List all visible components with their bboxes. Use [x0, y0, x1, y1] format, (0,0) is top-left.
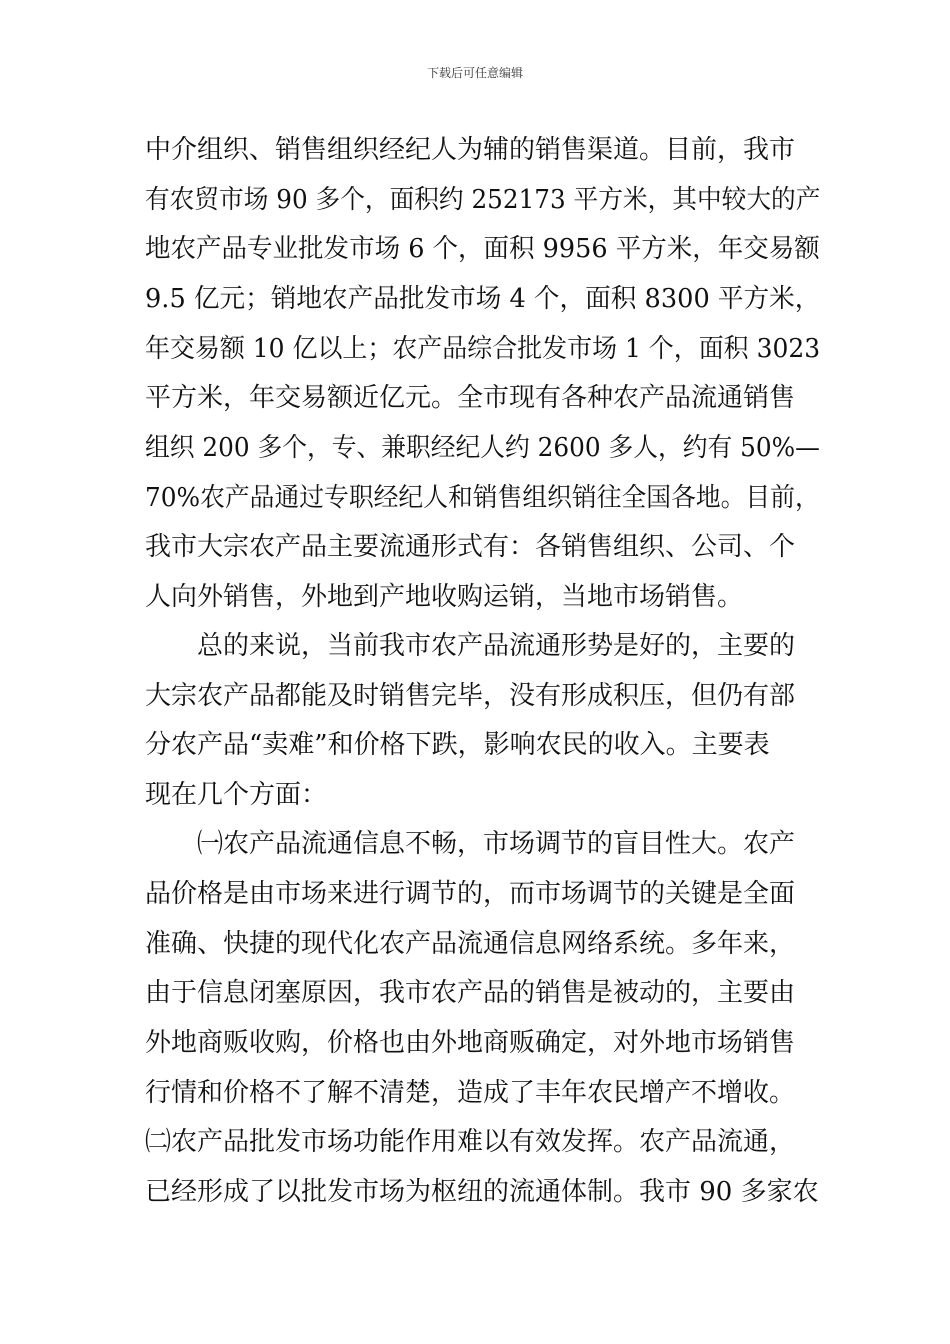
text-line: 年交易额 10 亿以上；农产品综合批发市场 1 个，面积 3023 — [145, 334, 821, 364]
text-line: 人向外销售，外地到产地收购运销，当地市场销售。 — [145, 582, 744, 612]
text-line: 中介组织、销售组织经纪人为辅的销售渠道。目前，我市 — [145, 135, 796, 165]
text-line: 组织 200 多个，专、兼职经纪人约 2600 多人，约有 50%— — [145, 433, 820, 463]
text-line: 分农产品“卖难”和价格下跌，影响农民的收入。主要表 — [145, 730, 770, 760]
text-line: 70%农产品通过专职经纪人和销售组织销往全国各地。目前， — [145, 483, 820, 513]
text-line: ㈠农产品流通信息不畅，市场调节的盲目性大。农产 — [197, 829, 796, 859]
text-line: 平方米，年交易额近亿元。全市现有各种农产品流通销售 — [145, 383, 796, 413]
text-line: 已经形成了以批发市场为枢纽的流通体制。我市 90 多家农 — [145, 1177, 819, 1207]
text-line: 地农产品专业批发市场 6 个，面积 9956 平方米，年交易额 — [145, 234, 820, 264]
text-line: 9.5 亿元；销地农产品批发市场 4 个，面积 8300 平方米， — [145, 284, 821, 314]
text-line: 总的来说，当前我市农产品流通形势是好的，主要的 — [197, 631, 796, 661]
text-line: 由于信息闭塞原因，我市农产品的销售是被动的，主要由 — [145, 978, 796, 1008]
text-line: 行情和价格不了解不清楚，造成了丰年农民增产不增收。 — [145, 1078, 796, 1108]
text-line: 品价格是由市场来进行调节的，而市场调节的关键是全面 — [145, 879, 796, 909]
text-line: ㈡农产品批发市场功能作用难以有效发挥。农产品流通， — [145, 1127, 796, 1157]
text-line: 现在几个方面： — [145, 780, 328, 810]
text-line: 有农贸市场 90 多个，面积约 252173 平方米，其中较大的产 — [145, 185, 821, 215]
page-header: 下载后可任意编辑 — [426, 66, 523, 80]
text-line: 准确、快捷的现代化农产品流通信息网络系统。多年来， — [145, 929, 796, 959]
text-line: 大宗农产品都能及时销售完毕，没有形成积压，但仍有部 — [145, 681, 796, 711]
text-line: 外地商贩收购，价格也由外地商贩确定，对外地市场销售 — [145, 1028, 796, 1058]
text-line: 我市大宗农产品主要流通形式有：各销售组织、公司、个 — [145, 532, 796, 562]
